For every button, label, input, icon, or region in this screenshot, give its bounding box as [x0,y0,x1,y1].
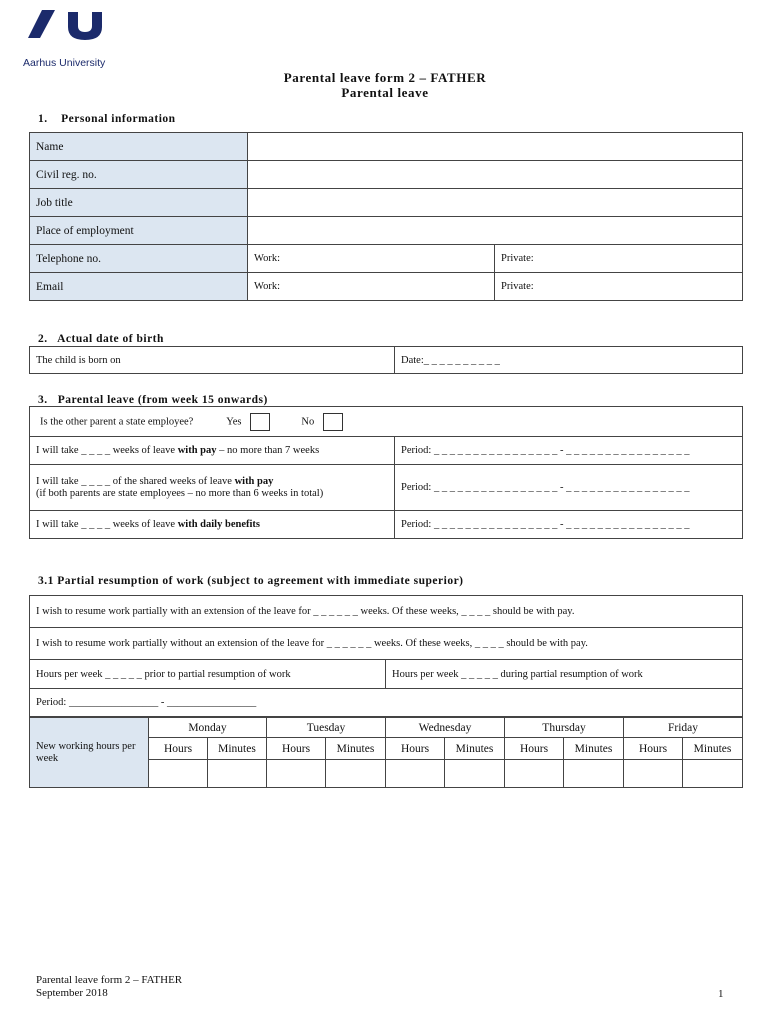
daily-benefits-text [30,511,395,539]
email-label: Email [30,273,248,301]
monday-minutes-header: Minutes [208,738,267,760]
wednesday-minutes-field[interactable] [445,760,505,788]
daily-benefits-period[interactable]: Period: _ _ _ _ _ _ _ _ _ _ _ _ _ _ _ _ - _ _ _ _ _ _ _ _ _ _ _ _ _ _ _ _ [395,511,743,539]
weekly-hours-table [29,717,743,788]
section-2-heading: 2. Actual date of birth [38,333,164,345]
monday-hours-field[interactable] [149,760,208,788]
friday-hours-field[interactable] [624,760,683,788]
day-wednesday: Wednesday [386,718,505,738]
yes-label: Yes [226,415,242,427]
place-of-employment-label: Place of employment [30,217,248,245]
section-3-heading: 3. Parental leave (from week 15 onwards) [38,394,268,406]
tuesday-minutes-field[interactable] [326,760,386,788]
friday-minutes-field[interactable] [683,760,743,788]
birth-date-field[interactable]: Date:_ _ _ _ _ _ _ _ _ _ [395,347,743,374]
other-parent-question: Is the other parent a state employee? [40,415,194,427]
section-3-1-heading: 3.1 Partial resumption of work (subject to agreement with immediate superior) [38,575,464,587]
tuesday-hours-header: Hours [267,738,326,760]
monday-hours-header: Hours [149,738,208,760]
shared-leave-period[interactable]: Period: _ _ _ _ _ _ _ _ _ _ _ _ _ _ _ _ - _ _ _ _ _ _ _ _ _ _ _ _ _ _ _ _ [395,465,743,511]
day-monday: Monday [149,718,267,738]
footer-date: September 2018 [36,987,108,999]
tuesday-minutes-header: Minutes [326,738,386,760]
shared-leave-pre: I will take _ _ _ _ of the shared weeks of leave [36,475,235,487]
friday-hours-header: Hours [624,738,683,760]
shared-leave-post: (if both parents are state employees – no more than 6 weeks in total) [36,487,324,499]
telephone-work-field[interactable]: Work: [248,245,495,273]
resume-with-extension[interactable]: I wish to resume work partially with an extension of the leave for _ _ _ _ _ _ weeks. Of these weeks, _ _ _ _ should be with pay. [30,596,743,628]
wednesday-minutes-header: Minutes [445,738,505,760]
hours-prior[interactable]: Hours per week _ _ _ _ _ prior to partial resumption of work [30,660,386,689]
place-of-employment-field[interactable] [248,217,743,245]
friday-minutes-header: Minutes [683,738,743,760]
footer-form-name: Parental leave form 2 – FATHER [36,974,183,986]
civil-reg-label: Civil reg. no. [30,161,248,189]
leave-with-pay-text [30,437,395,465]
civil-reg-field[interactable] [248,161,743,189]
partial-resumption-table [29,595,743,717]
form-title [0,70,770,100]
university-name: Aarhus University [23,57,106,69]
tuesday-hours-field[interactable] [267,760,326,788]
monday-minutes-field[interactable] [208,760,267,788]
day-friday: Friday [624,718,743,738]
leave-with-pay-pre: I will take _ _ _ _ weeks of leave [36,445,178,456]
aarhus-university-logo [22,8,108,42]
thursday-minutes-header: Minutes [564,738,624,760]
telephone-label: Telephone no. [30,245,248,273]
page-number: 1 [718,988,724,1000]
personal-info-table [29,132,743,301]
section-1-heading: 1. Personal information [38,113,176,125]
yes-checkbox[interactable] [250,413,270,431]
footer [36,974,182,1000]
hours-during[interactable]: Hours per week _ _ _ _ _ during partial resumption of work [386,660,743,689]
leave-with-pay-bold: with pay [177,445,217,456]
thursday-hours-field[interactable] [505,760,564,788]
no-checkbox[interactable] [323,413,343,431]
shared-leave-text [30,465,395,511]
wednesday-hours-header: Hours [386,738,445,760]
leave-with-pay-period[interactable]: Period: _ _ _ _ _ _ _ _ _ _ _ _ _ _ _ _ - _ _ _ _ _ _ _ _ _ _ _ _ _ _ _ _ [395,437,743,465]
day-thursday: Thursday [505,718,624,738]
job-title-label: Job title [30,189,248,217]
shared-leave-bold: with pay [234,475,274,487]
parental-leave-table [29,406,743,539]
child-born-label: The child is born on [30,347,395,374]
birth-date-table [29,346,743,374]
leave-with-pay-post: – no more than 7 weeks [216,445,320,456]
thursday-hours-header: Hours [505,738,564,760]
resume-without-extension[interactable]: I wish to resume work partially without an extension of the leave for _ _ _ _ _ _ weeks. Of these weeks, _ _ _ _ should be with pay. [30,628,743,660]
no-label: No [301,415,315,427]
name-field[interactable] [248,133,743,161]
day-tuesday: Tuesday [267,718,386,738]
other-parent-question-row [30,407,743,437]
name-label: Name [30,133,248,161]
telephone-private-field[interactable]: Private: [495,245,743,273]
email-work-field[interactable]: Work: [248,273,495,301]
partial-period[interactable]: Period: _________________ - _________________ [30,689,743,717]
title-line-1: Parental leave form 2 – FATHER [283,70,487,85]
daily-benefits-bold: with daily benefits [177,519,260,530]
email-private-field[interactable]: Private: [495,273,743,301]
title-line-2: Parental leave [341,85,429,100]
job-title-field[interactable] [248,189,743,217]
thursday-minutes-field[interactable] [564,760,624,788]
new-working-hours-label: New working hours per week [30,718,149,788]
wednesday-hours-field[interactable] [386,760,445,788]
daily-benefits-pre: I will take _ _ _ _ weeks of leave [36,519,178,530]
